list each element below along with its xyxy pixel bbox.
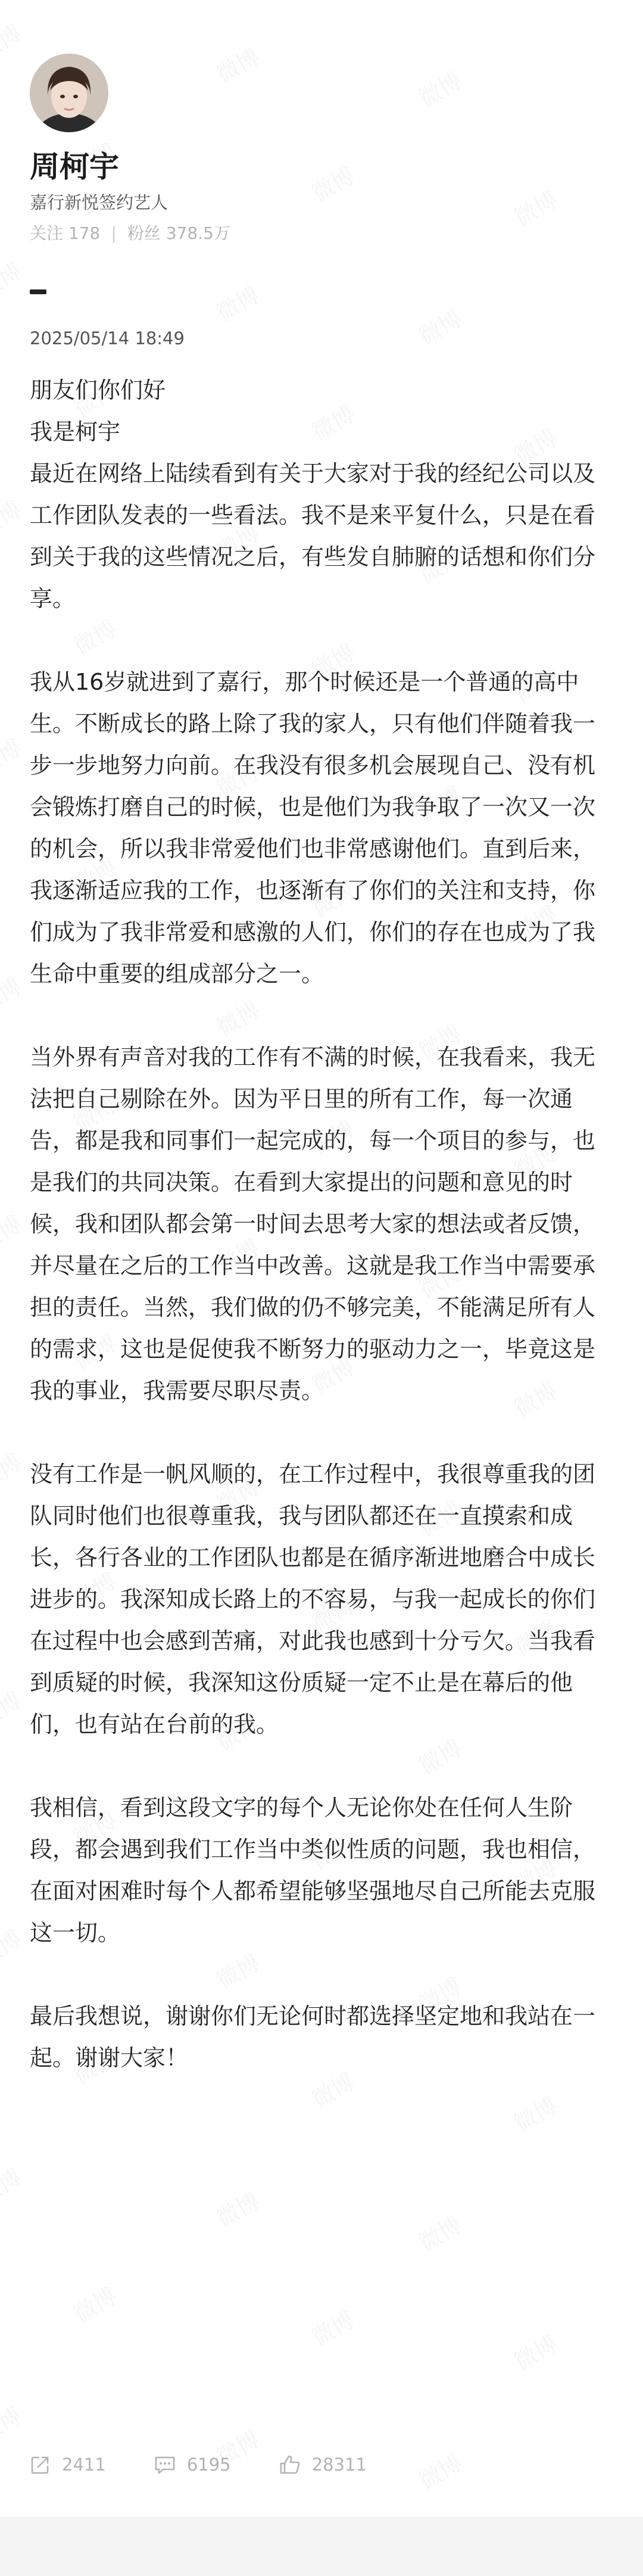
stats-divider: |: [111, 223, 117, 243]
avatar[interactable]: [30, 54, 108, 132]
watermark-mark: [0, 2159, 27, 2210]
following-count[interactable]: 178: [68, 223, 101, 243]
post-paragraph: 最后我想说，谢谢你们无论何时都选择坚定地和我站在一起。谢谢大家！: [30, 2003, 596, 2071]
watermark-mark: [411, 301, 467, 352]
watermark-mark: [411, 2207, 467, 2258]
watermark-mark: [304, 2302, 360, 2353]
watermark-mark: [66, 2278, 121, 2329]
thumbs-up-icon: [279, 2454, 301, 2475]
watermark-mark: [0, 968, 27, 1019]
comment-button[interactable]: [154, 2454, 231, 2475]
post-actions: [30, 2454, 613, 2475]
watermark-mark: [0, 1444, 27, 1496]
like-button[interactable]: [279, 2454, 367, 2475]
paragraph-gap: [30, 995, 608, 1036]
profile-name[interactable]: 周柯宇: [30, 149, 119, 184]
watermark-mark: [0, 730, 27, 781]
watermark-mark: [0, 491, 27, 543]
avatar-portrait-icon: [30, 54, 108, 132]
paragraph-gap: [30, 1745, 608, 1787]
section-divider: [30, 289, 46, 294]
repost-count: 2411: [62, 2454, 106, 2475]
bottom-bar: [0, 2516, 643, 2576]
like-count: 28311: [311, 2454, 367, 2475]
post-paragraph: 当外界有声音对我的工作有不满的时候，在我看来，我无法把自己剔除在外。因为平日里的所有工作，每一次通告，都是我和同事们一起完成的，每一个项目的参与，也是我们的共同决策。在看到大家提出的问题和意见的时候，我和团队都会第一时间去思考大家的想法或者反馈，并尽量在之后的工作当中改善。这就是我工作当中需要承担的责任。当然，我们做的仍不够完美，不能满足所有人的需求，这也是促使我不断努力的驱动力之一，毕竟这是我的事业，我需要尽职尽责。: [30, 1044, 596, 1404]
following-label[interactable]: 关注: [30, 223, 64, 243]
post-paragraph: 最近在网络上陆续看到有关于大家对于我的经纪公司以及工作团队发表的一些看法。我不是来平复什么，只是在看到关于我的这些情况之后，有些发自肺腑的话想和你们分享。: [30, 460, 596, 612]
post-paragraph: 没有工作是一帆风顺的，在工作过程中，我很尊重我的团队同时他们也很尊重我，我与团队都还在一直摸索和成长，各行各业的工作团队也都是在循序渐进地磨合中成长进步的。我深知成长路上的不容易，与我一起成长的你们在过程中也会感到苦痛，对此我也感到十分亏欠。当我看到质疑的时候，我深知这份质疑一定不止是在幕后的他们，也有站在台前的我。: [30, 1461, 596, 1737]
comment-count: 6195: [186, 2454, 231, 2475]
watermark-mark: [0, 1683, 27, 1734]
followers-label[interactable]: 粉丝: [127, 223, 161, 243]
watermark-mark: [0, 1206, 27, 1257]
followers-count[interactable]: 378.5万: [166, 223, 230, 243]
post-body: [30, 369, 608, 2079]
watermark-mark: [0, 1921, 27, 1972]
watermark-mark: [0, 2397, 27, 2449]
comment-icon: [154, 2454, 176, 2475]
post-date: 2025/05/14 18:49: [30, 328, 185, 348]
paragraph-gap: [30, 1954, 608, 1995]
post-paragraph: 朋友们你们好: [30, 377, 166, 403]
watermark-mark: [0, 15, 27, 66]
post-paragraph: 我相信，看到这段文字的每个人无论你处在任何人生阶段，都会遇到我们工作当中类似性质的问题，我也相信，在面对困难时每个人都希望能够坚强地尽自己所能去克服这一切。: [30, 1795, 596, 1946]
post-paragraph: 我从16岁就进到了嘉行，那个时候还是一个普通的高中生。不断成长的路上除了我的家人，只有他们伴随着我一步一步地努力向前。在我没有很多机会展现自己、没有机会锻炼打磨自己的时候，也是他们为我争取了一次又一次的机会，所以我非常爱他们也非常感谢他们。直到后来，我逐渐适应我的工作，也逐渐有了你们的关注和支持，你们成为了我非常爱和感激的人们，你们的存在也成为了我生命中重要的组成部分之一。: [30, 669, 596, 987]
watermark-mark: [507, 2326, 562, 2377]
profile-header: [30, 54, 613, 245]
verification-label: 嘉行新悦签约艺人: [30, 192, 168, 213]
watermark-mark: [209, 2183, 264, 2234]
repost-button[interactable]: [30, 2454, 106, 2475]
paragraph-gap: [30, 619, 608, 661]
paragraph-gap: [30, 1412, 608, 1453]
watermark-mark: [209, 277, 264, 328]
watermark-mark: [0, 253, 27, 304]
watermark-mark: [507, 2088, 562, 2139]
repost-icon: [30, 2454, 51, 2475]
profile-stats: [30, 222, 613, 245]
post-paragraph: 我是柯宇: [30, 419, 121, 445]
